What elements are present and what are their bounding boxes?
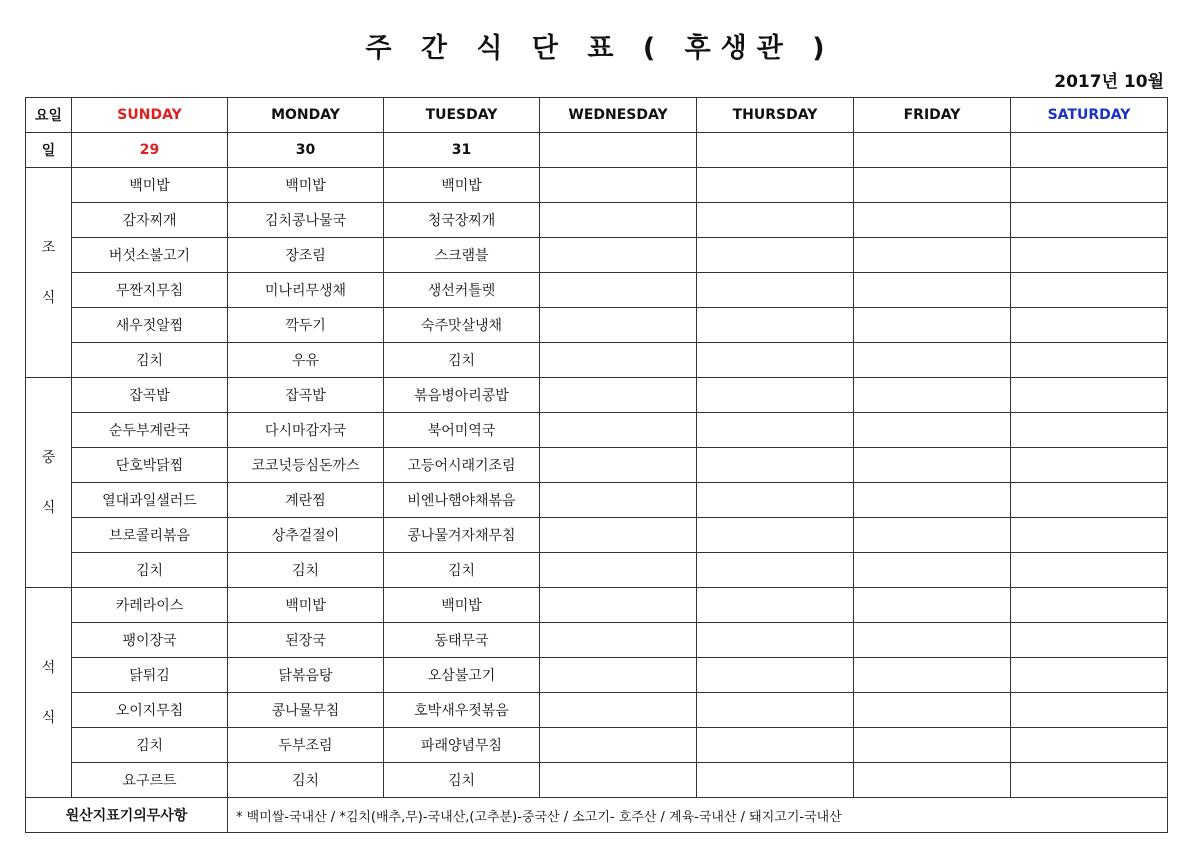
menu-row [26, 168, 1168, 203]
menu-item-cell: 김치 [228, 763, 384, 798]
menu-item-cell: 숙주맛살냉채 [384, 308, 540, 343]
breakfast-label-top: 조 [41, 239, 56, 256]
menu-item-cell [697, 658, 854, 693]
menu-item-cell: 호박새우젓볶음 [384, 693, 540, 728]
menu-item-cell: 버섯소불고기 [72, 238, 228, 273]
date-cell-monday: 30 [228, 133, 384, 168]
menu-item-cell: 닭튀김 [72, 658, 228, 693]
dinner-label-top: 석 [41, 659, 56, 676]
menu-item-cell: 고등어시래기조림 [384, 448, 540, 483]
menu-row [26, 588, 1168, 623]
menu-item-cell [1011, 553, 1168, 588]
date-cell-tuesday: 31 [384, 133, 540, 168]
menu-item-cell: 단호박닭찜 [72, 448, 228, 483]
menu-row [26, 378, 1168, 413]
menu-item-cell [1011, 658, 1168, 693]
day-header-thursday: THURSDAY [697, 98, 854, 133]
menu-row [26, 308, 1168, 343]
menu-item-cell [697, 518, 854, 553]
menu-item-cell [854, 483, 1011, 518]
menu-item-cell [540, 553, 697, 588]
menu-item-cell: 김치 [72, 728, 228, 763]
menu-item-cell [697, 308, 854, 343]
menu-item-cell: 스크램블 [384, 238, 540, 273]
menu-item-cell [540, 658, 697, 693]
menu-item-cell [854, 588, 1011, 623]
date-cell-sunday: 29 [72, 133, 228, 168]
menu-item-cell: 다시마감자국 [228, 413, 384, 448]
menu-item-cell [540, 763, 697, 798]
menu-item-cell [854, 728, 1011, 763]
origin-note-row [26, 798, 1168, 833]
menu-item-cell: 동태무국 [384, 623, 540, 658]
lunch-label-top: 중 [41, 449, 56, 466]
menu-item-cell [540, 203, 697, 238]
menu-item-cell [540, 168, 697, 203]
menu-item-cell [540, 693, 697, 728]
menu-item-cell: 백미밥 [384, 588, 540, 623]
menu-item-cell [540, 728, 697, 763]
menu-item-cell [697, 203, 854, 238]
menu-item-cell: 백미밥 [228, 168, 384, 203]
menu-item-cell [854, 553, 1011, 588]
menu-row [26, 693, 1168, 728]
menu-item-cell [697, 168, 854, 203]
menu-item-cell: 김치 [72, 343, 228, 378]
menu-item-cell: 열대과일샐러드 [72, 483, 228, 518]
menu-item-cell [1011, 308, 1168, 343]
menu-item-cell [1011, 378, 1168, 413]
menu-item-cell [697, 553, 854, 588]
menu-item-cell [697, 378, 854, 413]
menu-item-cell: 잡곡밥 [228, 378, 384, 413]
menu-row [26, 413, 1168, 448]
menu-item-cell: 파래양념무침 [384, 728, 540, 763]
menu-item-cell [1011, 483, 1168, 518]
date-label-cell: 일 [26, 133, 72, 168]
menu-item-cell [540, 238, 697, 273]
date-cell-saturday [1011, 133, 1168, 168]
menu-item-cell [540, 413, 697, 448]
menu-item-cell: 두부조림 [228, 728, 384, 763]
menu-item-cell: 오삼불고기 [384, 658, 540, 693]
menu-item-cell: 깍두기 [228, 308, 384, 343]
menu-item-cell: 팽이장국 [72, 623, 228, 658]
menu-item-cell [1011, 693, 1168, 728]
menu-item-cell [1011, 588, 1168, 623]
menu-row [26, 553, 1168, 588]
menu-row [26, 238, 1168, 273]
menu-item-cell [697, 273, 854, 308]
day-header-saturday: SATURDAY [1011, 98, 1168, 133]
day-header-row [26, 98, 1168, 133]
menu-item-cell: 북어미역국 [384, 413, 540, 448]
origin-note-text: * 백미쌀-국내산 / *김치(배추,무)-국내산,(고추분)-중국산 / 소고기- 호주산 / 계육-국내산 / 돼지고기-국내산 [228, 798, 1168, 833]
menu-item-cell [697, 413, 854, 448]
menu-item-cell [854, 693, 1011, 728]
menu-item-cell: 카레라이스 [72, 588, 228, 623]
dinner-label-cell [26, 588, 72, 798]
menu-item-cell: 백미밥 [72, 168, 228, 203]
menu-row [26, 623, 1168, 658]
menu-item-cell [854, 518, 1011, 553]
menu-row [26, 483, 1168, 518]
menu-item-cell [1011, 343, 1168, 378]
menu-item-cell: 김치콩나물국 [228, 203, 384, 238]
menu-item-cell [540, 343, 697, 378]
menu-item-cell [697, 693, 854, 728]
menu-item-cell [1011, 238, 1168, 273]
day-header-sunday: SUNDAY [72, 98, 228, 133]
menu-item-cell: 잡곡밥 [72, 378, 228, 413]
origin-note-label: 원산지표기의무사항 [26, 798, 228, 833]
menu-row [26, 343, 1168, 378]
menu-item-cell [854, 378, 1011, 413]
breakfast-label-bottom: 식 [41, 289, 56, 306]
menu-item-cell [540, 483, 697, 518]
menu-item-cell [1011, 168, 1168, 203]
date-cell-friday [854, 133, 1011, 168]
breakfast-label-cell [26, 168, 72, 378]
menu-item-cell: 계란찜 [228, 483, 384, 518]
menu-item-cell [854, 658, 1011, 693]
menu-row [26, 273, 1168, 308]
menu-item-cell: 김치 [228, 553, 384, 588]
menu-item-cell [854, 763, 1011, 798]
menu-item-cell [854, 448, 1011, 483]
menu-item-cell: 감자찌개 [72, 203, 228, 238]
menu-item-cell: 김치 [384, 553, 540, 588]
menu-item-cell [540, 588, 697, 623]
menu-item-cell [697, 763, 854, 798]
menu-item-cell [854, 623, 1011, 658]
date-cell-wednesday [540, 133, 697, 168]
menu-item-cell: 된장국 [228, 623, 384, 658]
weekly-menu-table [25, 97, 1168, 833]
menu-item-cell: 미나리무생채 [228, 273, 384, 308]
menu-item-cell: 브로콜리볶음 [72, 518, 228, 553]
menu-item-cell [854, 203, 1011, 238]
day-header-wednesday: WEDNESDAY [540, 98, 697, 133]
day-header-friday: FRIDAY [854, 98, 1011, 133]
menu-item-cell: 상추겉절이 [228, 518, 384, 553]
day-label-cell: 요일 [26, 98, 72, 133]
date-row [26, 133, 1168, 168]
year-month: 2017년 10월 [1054, 72, 1164, 92]
menu-item-cell [697, 588, 854, 623]
menu-item-cell [1011, 203, 1168, 238]
menu-item-cell [854, 413, 1011, 448]
menu-item-cell: 백미밥 [228, 588, 384, 623]
menu-item-cell: 새우젓알찜 [72, 308, 228, 343]
menu-item-cell: 우유 [228, 343, 384, 378]
menu-item-cell [540, 378, 697, 413]
menu-item-cell [697, 728, 854, 763]
menu-item-cell [1011, 273, 1168, 308]
lunch-label-cell [26, 378, 72, 588]
menu-item-cell: 순두부계란국 [72, 413, 228, 448]
menu-item-cell [540, 448, 697, 483]
page-title: 주 간 식 단 표 ( 후생관 ) [365, 33, 835, 64]
menu-item-cell: 비엔나햄야채볶음 [384, 483, 540, 518]
menu-item-cell [540, 518, 697, 553]
date-cell-thursday [697, 133, 854, 168]
menu-item-cell [854, 343, 1011, 378]
menu-item-cell [1011, 518, 1168, 553]
menu-item-cell: 닭볶음탕 [228, 658, 384, 693]
menu-item-cell: 백미밥 [384, 168, 540, 203]
menu-row [26, 518, 1168, 553]
menu-item-cell [854, 273, 1011, 308]
menu-item-cell: 코코넛등심돈까스 [228, 448, 384, 483]
menu-row [26, 728, 1168, 763]
menu-item-cell: 오이지무침 [72, 693, 228, 728]
menu-item-cell: 김치 [384, 343, 540, 378]
menu-item-cell [1011, 763, 1168, 798]
day-header-monday: MONDAY [228, 98, 384, 133]
menu-item-cell: 요구르트 [72, 763, 228, 798]
menu-item-cell [697, 623, 854, 658]
menu-item-cell [1011, 413, 1168, 448]
menu-item-cell [697, 343, 854, 378]
dinner-label-bottom: 식 [41, 709, 56, 726]
menu-item-cell [697, 238, 854, 273]
menu-item-cell: 김치 [384, 763, 540, 798]
menu-row [26, 658, 1168, 693]
menu-row [26, 448, 1168, 483]
menu-item-cell [540, 308, 697, 343]
menu-item-cell [697, 448, 854, 483]
menu-item-cell [1011, 448, 1168, 483]
menu-item-cell: 청국장찌개 [384, 203, 540, 238]
menu-item-cell: 콩나물무침 [228, 693, 384, 728]
menu-item-cell: 김치 [72, 553, 228, 588]
lunch-label-bottom: 식 [41, 499, 56, 516]
menu-item-cell [854, 308, 1011, 343]
menu-item-cell [697, 483, 854, 518]
menu-item-cell [1011, 728, 1168, 763]
menu-row [26, 763, 1168, 798]
menu-item-cell [854, 238, 1011, 273]
menu-item-cell: 콩나물겨자채무침 [384, 518, 540, 553]
menu-item-cell [1011, 623, 1168, 658]
menu-item-cell [854, 168, 1011, 203]
menu-item-cell: 볶음병아리콩밥 [384, 378, 540, 413]
menu-item-cell: 무짠지무침 [72, 273, 228, 308]
menu-item-cell [540, 623, 697, 658]
menu-item-cell [540, 273, 697, 308]
menu-item-cell: 장조림 [228, 238, 384, 273]
day-header-tuesday: TUESDAY [384, 98, 540, 133]
menu-item-cell: 생선커틀렛 [384, 273, 540, 308]
menu-row [26, 203, 1168, 238]
